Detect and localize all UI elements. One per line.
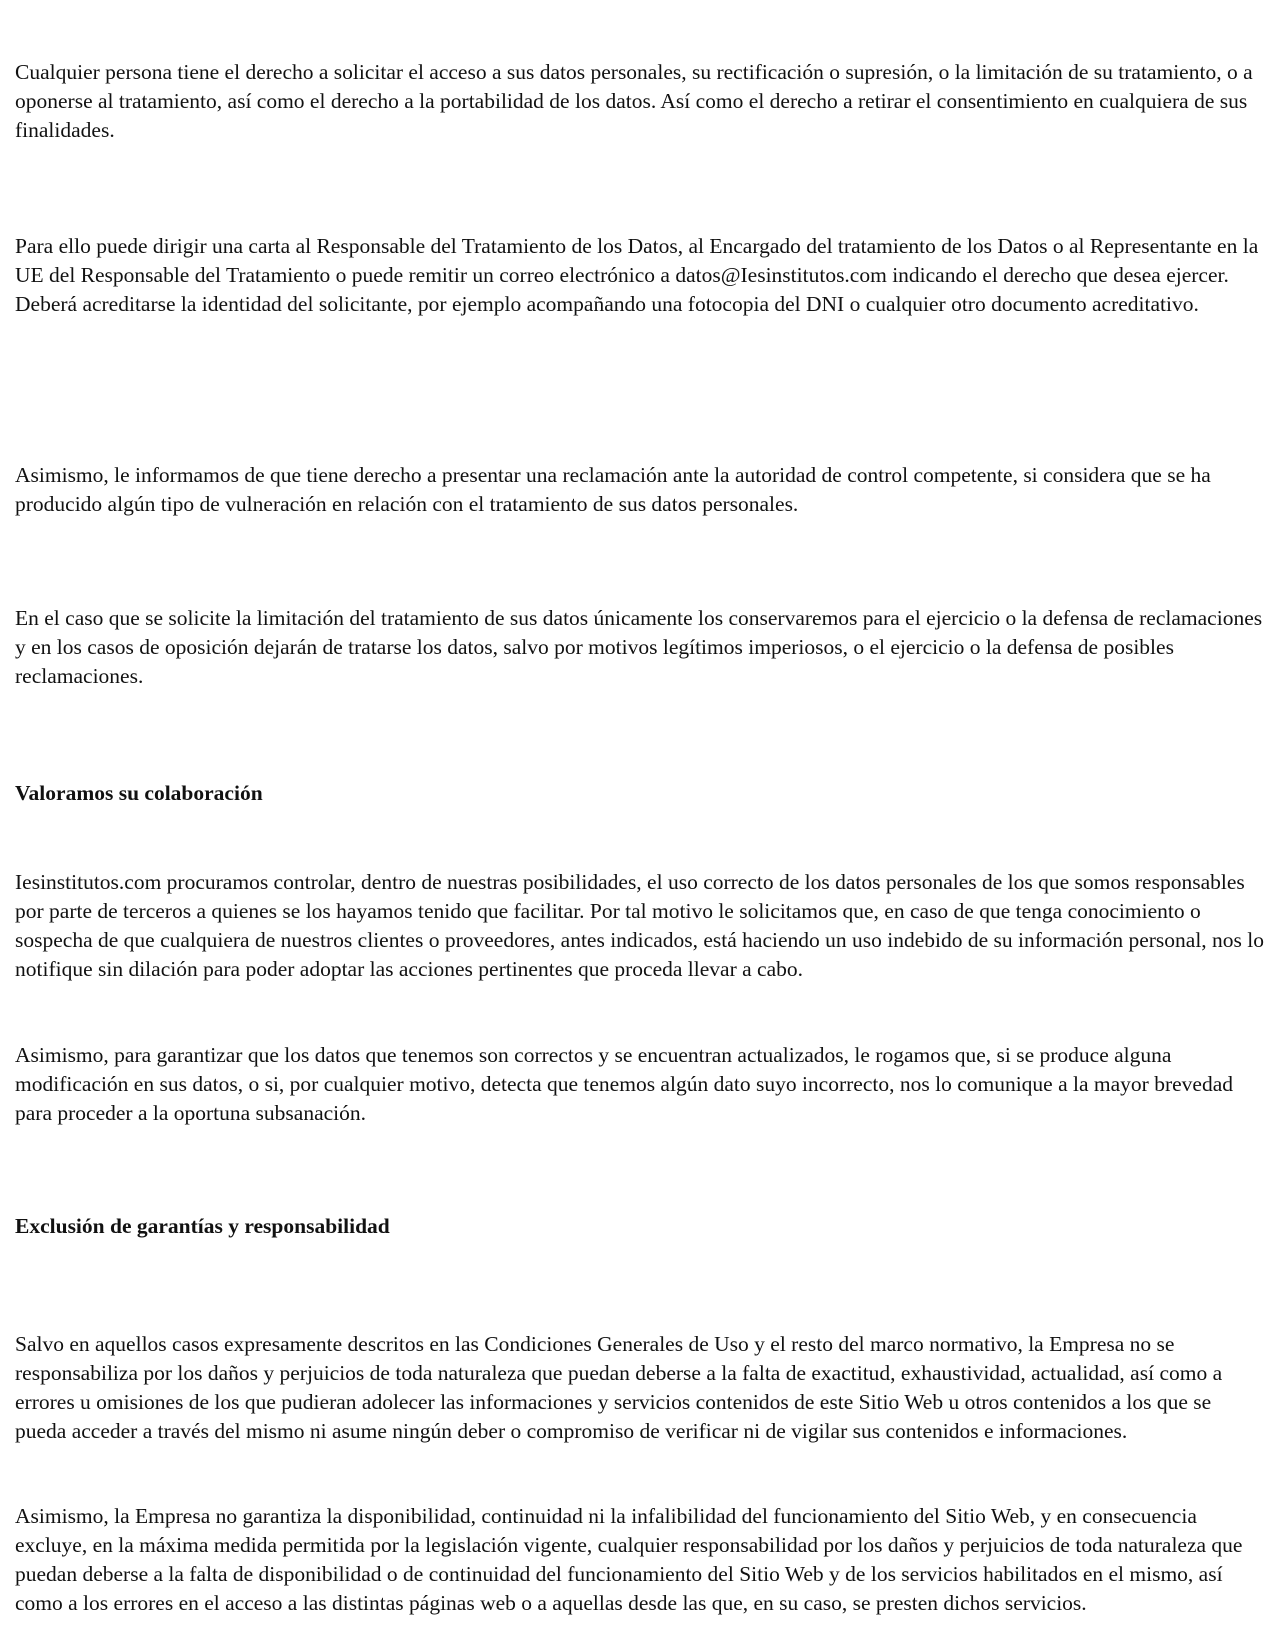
section-heading-warranty-exclusion: Exclusión de garantías y responsabilidad [15,1214,390,1238]
paragraph-data-accuracy: Asimismo, para garantizar que los datos que tenemos son correctos y se encuentran actualizados, le rogamos que, si se produce alguna modificación en sus datos, o si, por cualquier motivo, detecta que tenemos algún dato suyo incorrecto, nos lo comunique a la mayor brevedad para proceder a la oportuna subsanación. [15,1043,1233,1125]
section-heading-collaboration: Valoramos su colaboración [15,781,263,805]
paragraph-third-party-control: Iesinstitutos.com procuramos controlar, dentro de nuestras posibilidades, el uso correcto de los datos personales de los que somos responsables por parte de terceros a quienes se los hayamos tenido que facilitar. Por tal motivo le solicitamos que, en caso de que tenga conocimiento o sospecha de que cualquiera de nuestros clientes o proveedores, antes indicados, está haciendo un uso indebido de su información personal, nos lo notifique sin dilación para poder adoptar las acciones pertinentes que proceda llevar a cabo. [15,870,1265,981]
paragraph-how-to-exercise: Para ello puede dirigir una carta al Responsable del Tratamiento de los Datos, al Encargado del tratamiento de los Datos o al Representante en la UE del Responsable del Tratamiento o puede remitir un correo electrónico a datos@Iesinstitutos.com indicando el derecho que desea ejercer. Deberá acreditarse la identidad del solicitante, por ejemplo acompañando una fotocopia del DNI o cualquier otro documento acreditativo. [15,234,1259,316]
paragraph-limitation: En el caso que se solicite la limitación del tratamiento de sus datos únicamente los conservaremos para el ejercicio o la defensa de reclamaciones y en los casos de oposición dejarán de tratarse los datos, salvo por motivos legítimos imperiosos, o el ejercicio o la defensa de posibles reclamaciones. [15,606,1263,688]
paragraph-complaint-right: Asimismo, le informamos de que tiene derecho a presentar una reclamación ante la autoridad de control competente, si considera que se ha producido algún tipo de vulneración en relación con el tratamiento de sus datos personales. [15,463,1211,516]
paragraph-data-rights: Cualquier persona tiene el derecho a solicitar el acceso a sus datos personales, su rectificación o supresión, o la limitación de su tratamiento, o a oponerse al tratamiento, así como el derecho a la portabilidad de los datos. Así como el derecho a retirar el consentimiento en cualquiera de sus finalidades. [15,60,1253,142]
paragraph-liability-availability: Asimismo, la Empresa no garantiza la disponibilidad, continuidad ni la infalibilidad del funcionamiento del Sitio Web, y en consecuencia excluye, en la máxima medida permitida por la legislación vigente, cualquier responsabilidad por los daños y perjuicios de toda naturaleza que puedan deberse a la falta de disponibilidad o de continuidad del funcionamiento del Sitio Web y de los servicios habilitados en el mismo, así como a los errores en el acceso a las distintas páginas web o a aquellas desde las que, en su caso, se presten dichos servicios. [15,1504,1243,1615]
paragraph-liability-content: Salvo en aquellos casos expresamente descritos en las Condiciones Generales de Uso y el resto del marco normativo, la Empresa no se responsabiliza por los daños y perjuicios de toda naturaleza que puedan deberse a la falta de exactitud, exhaustividad, actualidad, así como a errores u omisiones de los que pudieran adolecer las informaciones y servicios contenidos de este Sitio Web u otros contenidos a los que se pueda acceder a través del mismo ni asume ningún deber o compromiso de verificar ni de vigilar sus contenidos e informaciones. [15,1332,1223,1443]
